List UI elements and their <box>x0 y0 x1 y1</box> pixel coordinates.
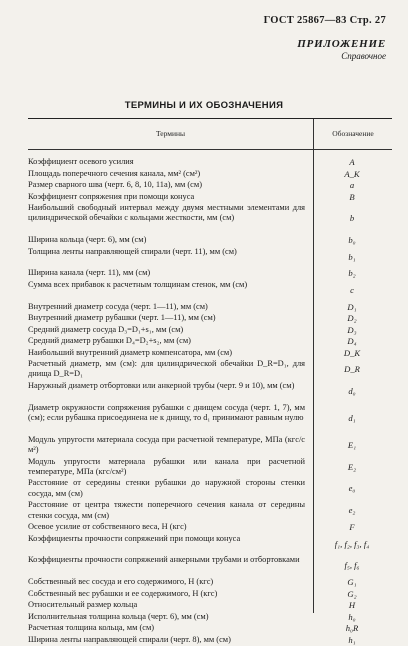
header-divider <box>28 149 392 150</box>
table-row <box>28 623 392 635</box>
table-row <box>28 302 392 314</box>
table-row <box>28 534 392 556</box>
term-symbol: d₀ <box>348 385 356 396</box>
term-text: Расстояние от середины стенки рубашки до наружной стороны стенки сосуда, мм (см) <box>28 478 305 498</box>
table-row <box>28 381 392 403</box>
table-row <box>28 280 392 302</box>
term-text: Ширина ленты направляющей спирали (черт. 8), мм (см) <box>28 634 231 644</box>
table-row <box>28 325 392 337</box>
term-symbol: f₅, f₆ <box>344 560 360 571</box>
term-text: Коэффициент сопряжения при помощи конуса <box>28 191 195 201</box>
table-row <box>28 157 392 169</box>
table-body <box>28 157 392 646</box>
appendix-block <box>297 38 386 61</box>
term-symbol: D₂ <box>347 313 357 324</box>
table-row <box>28 457 392 479</box>
term-text: Диаметр окружности сопряжения рубашки с днищем сосуда (черт. 1, 7), мм (см); если рубашка присоединена не к днищу, то d₁ принимают равным нулю <box>28 402 305 423</box>
table-row <box>28 192 392 204</box>
appendix-subtitle: Справочное <box>341 51 386 61</box>
table-row <box>28 247 392 269</box>
term-symbol: b₁ <box>348 251 356 262</box>
term-symbol: f₁, f₂, f₃, f₄ <box>334 538 370 549</box>
term-text: Осевое усилие от собственного веса, Н (кгс) <box>28 522 187 532</box>
term-text: Ширина кольца (черт. 6), мм (см) <box>28 235 147 245</box>
table-row <box>28 203 392 235</box>
term-symbol: D₄ <box>347 336 357 347</box>
term-symbol: A <box>349 157 355 167</box>
term-text: Расчетная толщина кольца, мм (см) <box>28 623 155 633</box>
term-symbol: D₁ <box>347 301 357 312</box>
term-symbol: h₀ <box>348 611 356 622</box>
term-text: Модуль упругости материала сосуда при расчетной температуре, МПа (кгс/с м²) <box>28 434 305 455</box>
term-symbol: A_K <box>344 168 360 179</box>
page-header: ГОСТ 25867—83 Стр. 27 <box>263 15 386 26</box>
term-text: Исполнительная толщина кольца (черт. 6), мм (см) <box>28 611 209 621</box>
term-text: Сумма всех прибавок к расчетным толщинам стенок, мм (см) <box>28 279 248 289</box>
term-text: Ширина канала (черт. 11), мм (см) <box>28 268 151 278</box>
term-text: Размер сварного шва (черт. 6, 8, 10, 11а), мм (см) <box>28 180 202 189</box>
table-row <box>28 180 392 192</box>
column-header-terms: Термины <box>155 129 186 138</box>
term-symbol: D_R <box>344 364 360 375</box>
table-row <box>28 600 392 612</box>
term-text: Средний диаметр рубашки D₄=D₂+s₂, мм (см) <box>28 336 191 346</box>
term-symbol: h₀R <box>345 623 359 634</box>
table-row <box>28 268 392 280</box>
table-row <box>28 577 392 589</box>
term-text: Площадь поперечного сечения канала, мм² (см²) <box>28 168 201 178</box>
term-text: Наружный диаметр отбортовки или анкерной трубы (черт. 9 и 10), мм (см) <box>28 380 295 390</box>
term-text: Внутренний диаметр рубашки (черт. 1—11), мм (см) <box>28 313 216 323</box>
table-row <box>28 348 392 360</box>
table-row <box>28 313 392 325</box>
term-text: Собственный вес сосуда и его содержимого, Н (кгс) <box>28 577 214 587</box>
term-symbol: D_K <box>343 347 361 358</box>
term-symbol: b₂ <box>348 268 356 279</box>
term-text: Внутренний диаметр сосуда (черт. 1—11), мм (см) <box>28 301 208 311</box>
term-symbol: H <box>348 600 356 611</box>
term-symbol: G₁ <box>347 577 357 588</box>
term-text: Коэффициенты прочности сопряжений при помощи конуса <box>28 533 241 543</box>
table-row <box>28 555 392 577</box>
table-row <box>28 612 392 624</box>
table-row <box>28 635 392 646</box>
term-symbol: d₁ <box>348 412 356 423</box>
table-row <box>28 589 392 601</box>
term-text: Толщина ленты направляющей спирали (черт. 11), мм (см) <box>28 246 237 256</box>
term-text: Коэффициент осевого усилия <box>28 157 134 166</box>
term-symbol: a <box>349 180 355 190</box>
term-text: Наибольший свободный интервал между двумя местными элементами для цилиндрической обечайки с кольцами жесткости, мм (см) <box>28 203 305 223</box>
term-text: Средний диаметр сосуда D₃=D₁+s₁, мм (см) <box>28 324 184 334</box>
table-row <box>28 359 392 381</box>
term-symbol: E₂ <box>347 461 357 472</box>
table-row <box>28 336 392 348</box>
table-row <box>28 500 392 522</box>
table-row <box>28 403 392 435</box>
term-symbol: b₀ <box>348 235 356 246</box>
term-symbol: D₃ <box>347 324 357 335</box>
term-symbol: c <box>350 284 354 295</box>
term-text: Коэффициенты прочности сопряжений анкерными трубами и отбортовками <box>28 555 300 565</box>
term-symbol: G₂ <box>347 588 357 599</box>
table-row <box>28 169 392 181</box>
term-symbol: F <box>349 522 355 533</box>
term-symbol: h₁ <box>348 634 356 645</box>
column-header-symbols: Обозначение <box>332 129 374 138</box>
term-symbol: B <box>349 191 355 202</box>
term-text: Собственный вес рубашки и ее содержимого, Н (кгс) <box>28 588 218 598</box>
term-text: Наибольший внутренний диаметр компенсатора, мм (см) <box>28 347 233 357</box>
table-row <box>28 522 392 534</box>
term-text: Расчетный диаметр, мм (см): для цилиндрической обечайки D_R=D₁, для днища D_R=D₁ <box>28 359 305 379</box>
term-symbol: b <box>349 213 355 223</box>
term-symbol: E₁ <box>347 439 357 450</box>
term-text: Модуль упругости материала рубашки или канала при расчетной температуре, МПа (кгс/см²) <box>28 456 305 476</box>
appendix-title: ПРИЛОЖЕНИЕ <box>297 38 386 50</box>
term-text: Расстояние от центра тяжести поперечного сечения канала от середины стенки сосуда, мм (см) <box>28 500 305 520</box>
term-symbol: e₂ <box>348 505 356 516</box>
table-row <box>28 478 392 500</box>
terms-table <box>28 118 392 645</box>
section-title: ТЕРМИНЫ И ИХ ОБОЗНАЧЕНИЯ <box>124 100 284 111</box>
term-text: Относительный размер кольца <box>28 600 138 610</box>
term-symbol: e₀ <box>348 483 356 494</box>
table-row <box>28 435 392 457</box>
table-row <box>28 235 392 247</box>
